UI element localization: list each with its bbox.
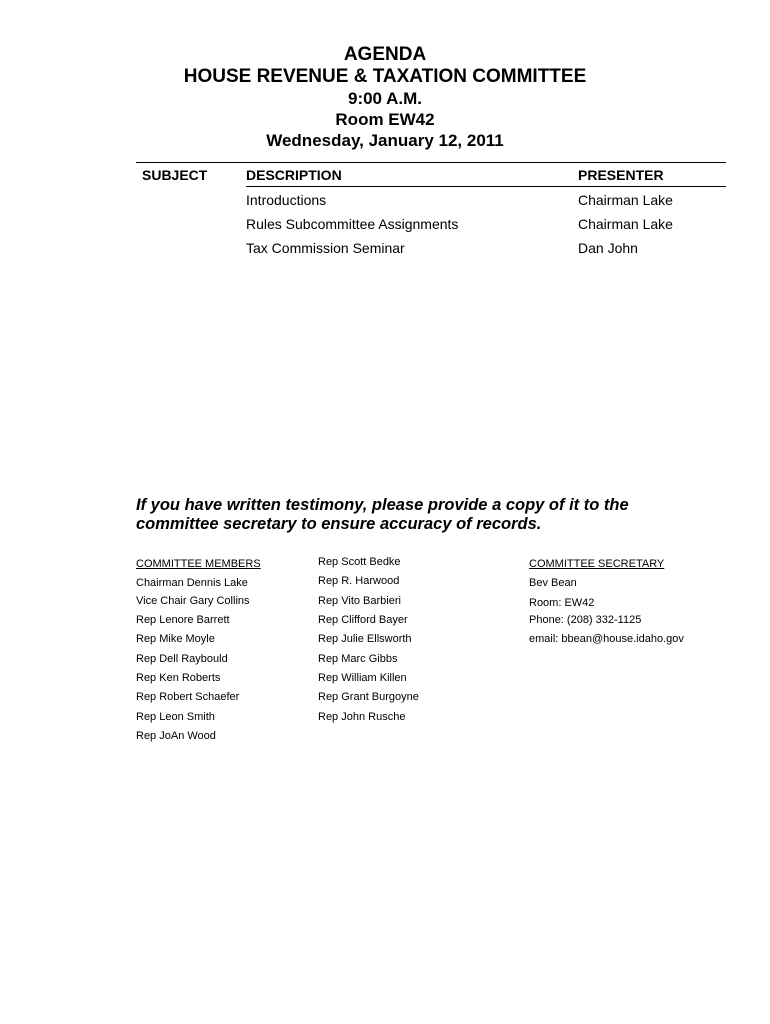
testimony-notice-line: committee secretary to ensure accuracy of records.: [136, 515, 542, 533]
secretary-email: email: bbean@house.idaho.gov: [529, 633, 684, 645]
agenda-presenter: Dan John: [578, 240, 638, 256]
member-name: Rep Dell Raybould: [136, 653, 228, 665]
meeting-room: Room EW42: [335, 110, 435, 129]
committee-members-heading: COMMITTEE MEMBERS: [136, 558, 261, 570]
member-name: Rep Vito Barbieri: [318, 595, 401, 607]
member-name: Rep John Rusche: [318, 711, 406, 723]
testimony-notice-line: If you have written testimony, please provide a copy of it to the: [136, 496, 629, 514]
member-name: Rep Marc Gibbs: [318, 653, 398, 665]
member-name: Chairman Dennis Lake: [136, 577, 248, 589]
meeting-date: Wednesday, January 12, 2011: [266, 131, 504, 150]
agenda-presenter: Chairman Lake: [578, 216, 673, 232]
member-name: Rep R. Harwood: [318, 575, 400, 587]
member-name: Rep Lenore Barrett: [136, 614, 230, 626]
committee-secretary-heading: COMMITTEE SECRETARY: [529, 558, 665, 570]
member-name: Rep Robert Schaefer: [136, 691, 240, 703]
member-name: Rep Mike Moyle: [136, 633, 215, 645]
member-name: Rep Scott Bedke: [318, 556, 401, 568]
member-name: Rep Grant Burgoyne: [318, 691, 419, 703]
secretary-room: Room: EW42: [529, 597, 595, 609]
agenda-title: AGENDA: [343, 44, 427, 65]
member-name: Rep Ken Roberts: [136, 672, 221, 684]
member-name: Rep Clifford Bayer: [318, 614, 408, 626]
member-name: Rep Julie Ellsworth: [318, 633, 412, 645]
meeting-time: 9:00 A.M.: [347, 89, 422, 108]
column-header-description: DESCRIPTION: [246, 167, 342, 183]
member-name: Vice Chair Gary Collins: [136, 595, 250, 607]
agenda-presenter: Chairman Lake: [578, 192, 673, 208]
agenda-description: Introductions: [246, 192, 327, 208]
column-header-presenter: PRESENTER: [578, 167, 664, 183]
agenda-header: [0, 44, 770, 151]
table-header-rule: [246, 186, 726, 187]
committee-name: HOUSE REVENUE & TAXATION COMMITTEE: [183, 66, 587, 87]
member-name: Rep Leon Smith: [136, 711, 215, 723]
agenda-description: Rules Subcommittee Assignments: [246, 216, 459, 232]
secretary-phone: Phone: (208) 332-1125: [529, 614, 642, 626]
secretary-name: Bev Bean: [529, 577, 577, 589]
testimony-notice: [136, 496, 736, 534]
member-name: Rep William Killen: [318, 672, 407, 684]
column-header-subject: SUBJECT: [142, 167, 208, 183]
member-name: Rep JoAn Wood: [136, 730, 216, 742]
table-top-rule: [136, 162, 726, 163]
agenda-description: Tax Commission Seminar: [246, 240, 405, 256]
